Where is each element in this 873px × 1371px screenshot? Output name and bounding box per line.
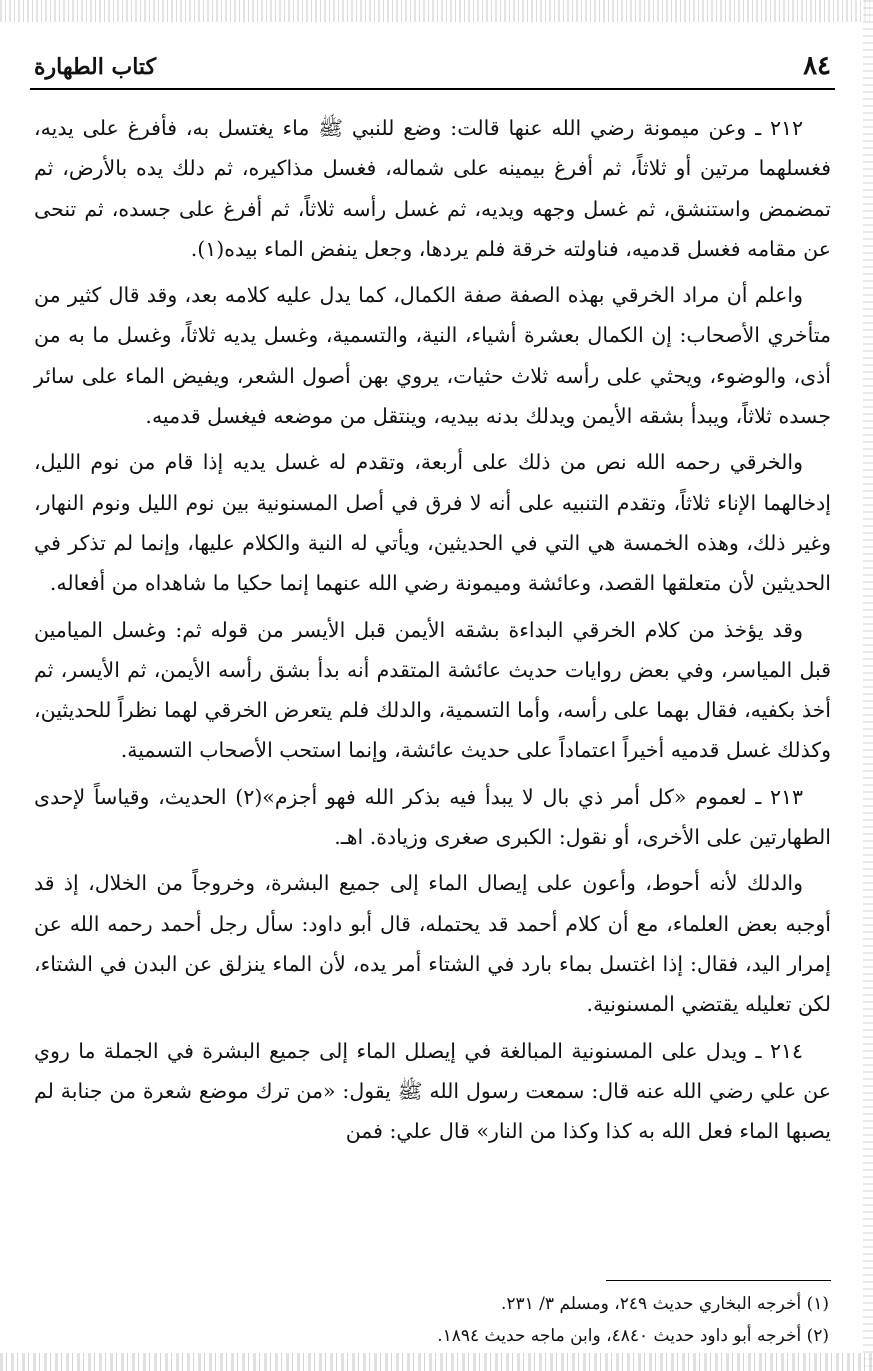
paragraph-right-side: وقد يؤخذ من كلام الخرقي البداءة بشقه الأيمن قبل الأيسر من قوله ثم: وغسل الميامين قبل المياسر، وفي بعض روايات حديث عائشة المتقدم أنه بدأ بشق رأسه الأيمن، ثم الأيسر، ثم أخذ بكفيه، فقال بهما على رأسه، وأما التسمية، والدلك فلم يتعرض الخرقي لهما نظراً للحديثين، وكذلك غسل قدميه أخيراً اعتماداً على حديث عائشة، وإنما استحب الأصحاب التسمية. — [34, 617, 831, 763]
paragraph-perfect-description: واعلم أن مراد الخرقي بهذه الصفة صفة الكمال، كما يدل عليه كلامه بعد، وقد قال كثير من متأخري الأصحاب: إن الكمال بعشرة أشياء، النية، والتسمية، وغسل يديه ثلاثاً، وغسل ما به من أذى، والوضوء، ويحثي على رأسه ثلاث حثيات، يروي بهن أصول الشعر، ويفيض الماء على سائر جسده ثلاثاً، ويبدأ بشقه الأيمن ويدلك بدنه بيديه، وينتقل من موضعه فيغسل قدميه. — [34, 283, 831, 429]
paragraph-khiraqi-text: والخرقي رحمه الله نص من ذلك على أربعة، وتقدم له غسل يديه إذا قام من نوم الليل، إدخالهما الإناء ثلاثاً، وتقدم التنبيه على أنه لا فرق في أصل المسنونية بين نوم الليل ونوم النهار، وغير ذلك، وهذه الخمسة هي التي في الحديثين، ويأتي له النية والكلام عليها، وإنما لم تذكر في الحديثين لأن متعلقها القصد، وعائشة وميمونة رضي الله عنهما إنما حكيا ما شاهداه من أفعاله. — [34, 450, 831, 596]
paragraph-214: ٢١٤ ـ ويدل على المسنونية المبالغة في إيصلل الماء إلى جميع البشرة في الجملة ما روي عن علي رضي الله عنه قال: سمعت رسول الله ﷺ يقول: «من ترك موضع شعرة من جنابة لم يصبها الماء فعل الله به كذا وكذا من النار» قال علي: فمن — [34, 1038, 831, 1144]
paragraph-rubbing: والدلك لأنه أحوط، وأعون على إيصال الماء إلى جميع البشرة، وخروجاً من الخلال، إذ قد أوجبه بعض العلماء، مع أن كلام أحمد قد يحتمله، قال أبو داود: سأل رجل أحمد رحمه الله عن إمرار اليد، فقال: إذا اغتسل بماء بارد في الشتاء أمر يده، لأن الماء ينزلق عن البدن في الشتاء، لكن تعليله يقتضي المسنونية. — [34, 871, 831, 1017]
page-number: ٨٤ — [803, 51, 831, 81]
footnote-1: (١) أخرجه البخاري حديث ٢٤٩، ومسلم ٣/ ٢٣١. — [500, 1294, 829, 1314]
page-header — [30, 48, 835, 90]
footnotes — [34, 1288, 829, 1352]
footnote-2: (٢) أخرجه أبو داود حديث ٤٨٤٠، وابن ماجه حديث ١٨٩٤. — [437, 1326, 829, 1346]
running-title: كتاب الطهارة — [34, 54, 157, 80]
scan-noise-right — [863, 0, 873, 1371]
main-text — [34, 108, 831, 1157]
footnote-divider — [606, 1280, 831, 1281]
scan-noise-top — [0, 0, 873, 22]
paragraph-213: ٢١٣ ـ لعموم «كل أمر ذي بال لا يبدأ فيه بذكر الله فهو أجزم»(٢) الحديث، وقياساً لإحدى الطهارتين على الأخرى، أو نقول: الكبرى صغرى وزيادة. اهـ. — [34, 784, 831, 850]
scan-noise-bottom — [0, 1353, 873, 1371]
paragraph-212: ٢١٢ ـ وعن ميمونة رضي الله عنها قالت: وضع للنبي ﷺ ماء يغتسل به، فأفرغ على يديه، فغسلهما مرتين أو ثلاثاً، ثم أفرغ بيمينه على شماله، فغسل مذاكيره، ثم دلك يده بالأرض، ثم تمضمض واستنشق، ثم غسل وجهه ويديه، ثم غسل رأسه ثلاثاً، ثم أفرغ على جسده، ثم تنحى عن مقامه فغسل قدميه، فناولته خرقة فلم يردها، وجعل ينفض الماء بيده(١). — [34, 116, 831, 261]
